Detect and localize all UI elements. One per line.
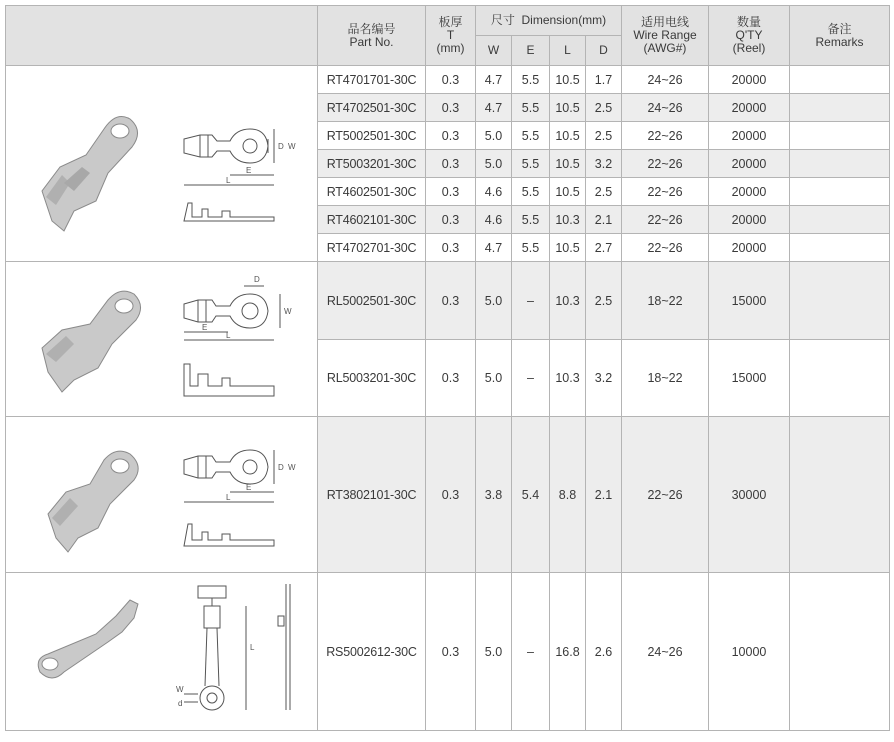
spec-table	[5, 5, 890, 731]
dim-l-value: 10.5	[550, 234, 586, 262]
dim-e-value: 5.5	[512, 150, 550, 178]
rt38-terminal-image-cell	[6, 417, 318, 573]
rt38-terminal-drawing	[12, 420, 312, 570]
dim-e-value: –	[512, 262, 550, 340]
header-part-cn: 品名编号	[347, 21, 396, 36]
thickness-value: 0.3	[426, 206, 476, 234]
header-dim-e: E	[512, 36, 550, 66]
rs-terminal-front-view	[184, 586, 246, 710]
dim-l-value: 16.8	[550, 573, 586, 731]
drawing-label-l: L	[225, 176, 230, 185]
drawing-label-d: D	[277, 462, 284, 472]
part-number: RT4702701-30C	[318, 234, 426, 262]
dim-l-value: 8.8	[550, 417, 586, 573]
header-qty-unit: (Reel)	[732, 41, 766, 55]
ring-terminal-image-cell	[6, 66, 318, 262]
wire-range-value: 24~26	[622, 94, 709, 122]
dim-d-value: 1.7	[586, 66, 622, 94]
header-image-blank	[6, 6, 318, 66]
header-part-no	[318, 6, 426, 66]
header-wire-range	[622, 6, 709, 66]
thickness-value: 0.3	[426, 122, 476, 150]
qty-value: 20000	[709, 94, 790, 122]
dim-e-value: 5.5	[512, 66, 550, 94]
drawing-label-e: E	[201, 323, 207, 332]
qty-value: 15000	[709, 262, 790, 340]
remarks-value	[790, 150, 890, 178]
dim-l-value: 10.5	[550, 178, 586, 206]
rs-terminal-side-view	[278, 584, 290, 710]
thickness-value: 0.3	[426, 94, 476, 122]
dim-l-value: 10.3	[550, 340, 586, 417]
thickness-value: 0.3	[426, 573, 476, 731]
remarks-value	[790, 122, 890, 150]
rs-terminal-image-cell	[6, 573, 318, 731]
part-number: RT5003201-30C	[318, 150, 426, 178]
qty-value: 10000	[709, 573, 790, 731]
drawing-label-w: W	[283, 307, 292, 316]
dim-d-value: 2.1	[586, 206, 622, 234]
ring-terminal-photo	[42, 117, 138, 231]
thickness-value: 0.3	[426, 178, 476, 206]
rl-terminal-top-view	[184, 286, 280, 340]
part-number: RT3802101-30C	[318, 417, 426, 573]
drawing-label-l: L	[225, 492, 230, 502]
dim-w-value: 4.6	[476, 206, 512, 234]
dim-l-value: 10.5	[550, 150, 586, 178]
remarks-value	[790, 94, 890, 122]
part-number: RT4701701-30C	[318, 66, 426, 94]
remarks-value	[790, 573, 890, 731]
dim-e-value: 5.5	[512, 122, 550, 150]
remarks-value	[790, 234, 890, 262]
header-qty-en: Q'TY	[735, 28, 763, 42]
qty-value: 20000	[709, 150, 790, 178]
header-remarks	[790, 6, 890, 66]
dim-d-value: 2.5	[586, 262, 622, 340]
remarks-value	[790, 340, 890, 417]
part-number: RT4602501-30C	[318, 178, 426, 206]
dim-w-value: 5.0	[476, 340, 512, 417]
dim-d-value: 2.7	[586, 234, 622, 262]
qty-value: 20000	[709, 122, 790, 150]
qty-value: 15000	[709, 340, 790, 417]
part-number: RL5002501-30C	[318, 262, 426, 340]
header-dim-l: L	[550, 36, 586, 66]
drawing-label-d: D	[253, 275, 260, 284]
part-number: RT4702501-30C	[318, 94, 426, 122]
drawing-label-w-small: W	[175, 684, 184, 694]
dim-e-value: –	[512, 340, 550, 417]
dim-e-value: 5.5	[512, 94, 550, 122]
header-thick-en: T	[446, 28, 455, 42]
header-thickness	[426, 6, 476, 66]
qty-value: 20000	[709, 234, 790, 262]
part-number: RT5002501-30C	[318, 122, 426, 150]
thickness-value: 0.3	[426, 66, 476, 94]
header-dim-en: Dimension(mm)	[521, 13, 607, 27]
wire-range-value: 24~26	[622, 66, 709, 94]
dim-w-value: 5.0	[476, 150, 512, 178]
dim-d-value: 2.5	[586, 122, 622, 150]
ring-terminal-drawing	[12, 71, 312, 256]
wire-range-value: 18~22	[622, 262, 709, 340]
dim-w-value: 4.6	[476, 178, 512, 206]
dim-d-value: 2.5	[586, 94, 622, 122]
header-dim-d: D	[586, 36, 622, 66]
remarks-value	[790, 262, 890, 340]
dim-d-value: 2.6	[586, 573, 622, 731]
remarks-value	[790, 178, 890, 206]
part-number: RS5002612-30C	[318, 573, 426, 731]
table-row	[6, 417, 890, 573]
thickness-value: 0.3	[426, 340, 476, 417]
remarks-value	[790, 206, 890, 234]
rl-terminal-side-view	[184, 364, 274, 396]
thickness-value: 0.3	[426, 262, 476, 340]
dim-e-value: 5.5	[512, 234, 550, 262]
header-qty	[709, 6, 790, 66]
header-qty-cn: 数量	[736, 15, 761, 29]
dim-w-value: 5.0	[476, 262, 512, 340]
header-dimension	[476, 6, 622, 36]
drawing-label-d-small: d	[177, 698, 182, 708]
rs-terminal-drawing	[12, 576, 312, 728]
dim-l-value: 10.5	[550, 122, 586, 150]
dim-l-value: 10.3	[550, 206, 586, 234]
header-thick-unit: (mm)	[436, 41, 465, 55]
dim-e-value: 5.5	[512, 206, 550, 234]
wire-range-value: 18~22	[622, 340, 709, 417]
table-row	[6, 573, 890, 731]
drawing-label-l: L	[225, 331, 230, 340]
qty-value: 20000	[709, 66, 790, 94]
dim-e-value: 5.5	[512, 178, 550, 206]
drawing-label-e: E	[245, 166, 251, 175]
part-number: RL5003201-30C	[318, 340, 426, 417]
header-dim-w: W	[476, 36, 512, 66]
rl-terminal-image-cell	[6, 262, 318, 417]
dim-w-value: 5.0	[476, 573, 512, 731]
dim-l-value: 10.3	[550, 262, 586, 340]
drawing-label-w: W	[287, 462, 296, 472]
thickness-value: 0.3	[426, 150, 476, 178]
dim-d-value: 3.2	[586, 150, 622, 178]
wire-range-value: 22~26	[622, 417, 709, 573]
wire-range-value: 22~26	[622, 234, 709, 262]
rl-terminal-drawing	[12, 264, 312, 414]
header-thick-cn: 板厚	[438, 15, 463, 29]
dim-l-value: 10.5	[550, 66, 586, 94]
remarks-value	[790, 417, 890, 573]
header-dim-cn: 尺寸	[490, 13, 515, 27]
dim-w-value: 4.7	[476, 234, 512, 262]
rt38-terminal-side-view	[184, 524, 274, 546]
part-number: RT4602101-30C	[318, 206, 426, 234]
dim-e-value: 5.4	[512, 417, 550, 573]
qty-value: 20000	[709, 206, 790, 234]
dim-w-value: 4.7	[476, 66, 512, 94]
dim-d-value: 3.2	[586, 340, 622, 417]
rt38-terminal-photo	[48, 451, 138, 552]
table-row	[6, 262, 890, 340]
dim-d-value: 2.1	[586, 417, 622, 573]
wire-range-value: 22~26	[622, 178, 709, 206]
qty-value: 20000	[709, 178, 790, 206]
dim-w-value: 3.8	[476, 417, 512, 573]
header-rem-cn: 备注	[827, 21, 852, 36]
header-part-en: Part No.	[349, 34, 394, 49]
dim-w-value: 5.0	[476, 122, 512, 150]
header-rem-en: Remarks	[815, 34, 864, 49]
qty-value: 30000	[709, 417, 790, 573]
drawing-label-w: W	[287, 142, 296, 151]
thickness-value: 0.3	[426, 234, 476, 262]
drawing-label-e: E	[245, 482, 251, 492]
wire-range-value: 22~26	[622, 206, 709, 234]
dim-d-value: 2.5	[586, 178, 622, 206]
table-row	[6, 66, 890, 94]
wire-range-value: 22~26	[622, 150, 709, 178]
rl-terminal-photo	[42, 291, 141, 392]
rs-terminal-photo	[38, 600, 138, 678]
header-wire-cn: 适用电线	[640, 15, 689, 29]
wire-range-value: 24~26	[622, 573, 709, 731]
ring-terminal-side-view	[184, 203, 274, 221]
header-wire-en: Wire Range	[633, 28, 697, 42]
dim-w-value: 4.7	[476, 94, 512, 122]
remarks-value	[790, 66, 890, 94]
thickness-value: 0.3	[426, 417, 476, 573]
dim-e-value: –	[512, 573, 550, 731]
wire-range-value: 22~26	[622, 122, 709, 150]
header-wire-unit: (AWG#)	[643, 41, 687, 55]
drawing-label-l: L	[249, 642, 254, 652]
drawing-label-d: D	[277, 142, 284, 151]
dim-l-value: 10.5	[550, 94, 586, 122]
